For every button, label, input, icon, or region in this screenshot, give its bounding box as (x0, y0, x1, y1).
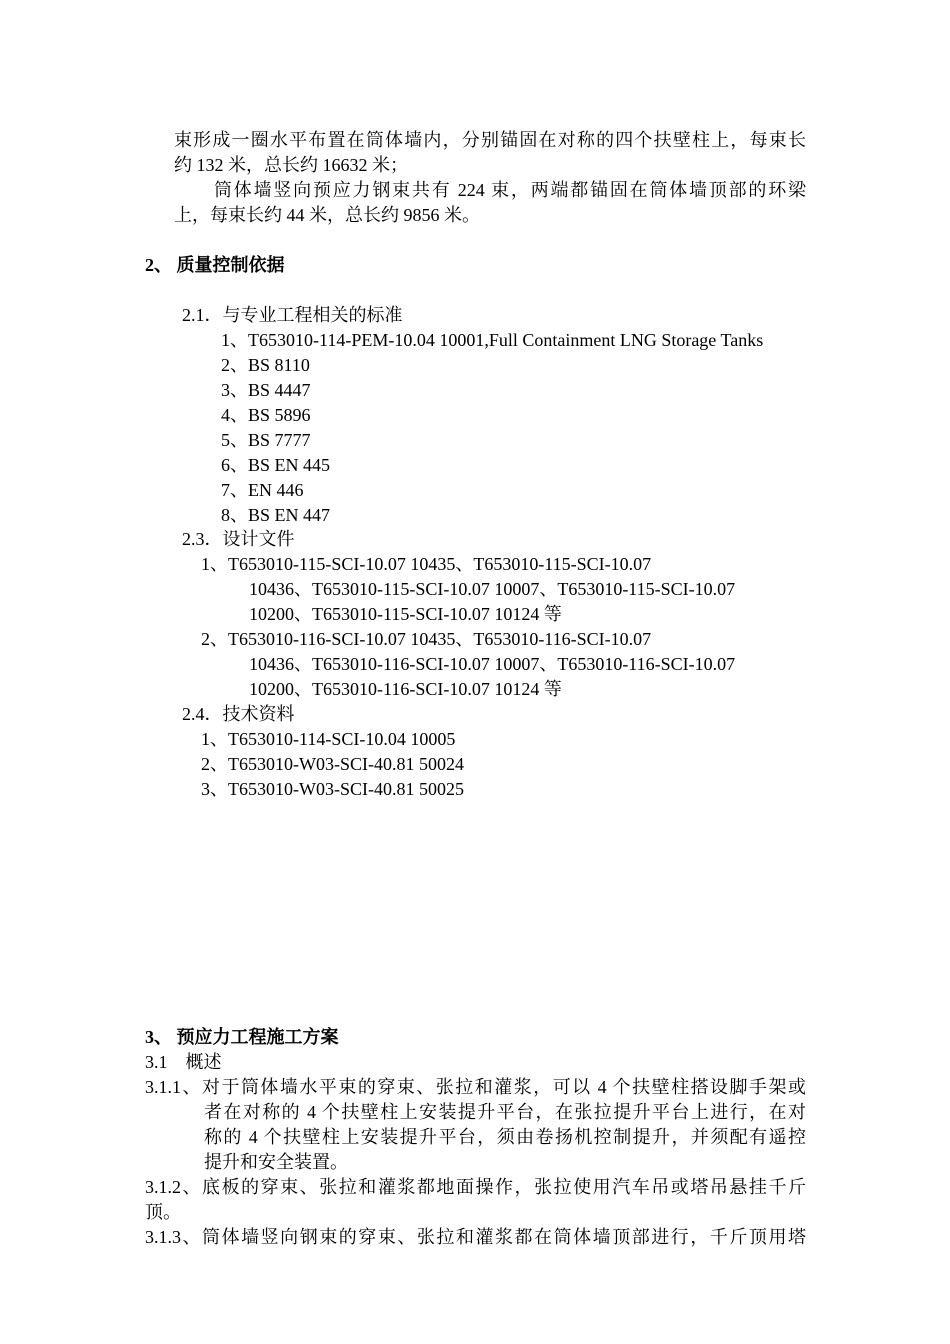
subsection-2-4-title: 2.4．技术资料 (182, 704, 295, 724)
intro-p1-line1: 束形成一圈水平布置在筒体墙内，分别锚固在对称的四个扶壁柱上，每束长 (174, 130, 806, 150)
tech-doc-item: 3、T653010-W03-SCI-40.81 50025 (201, 779, 464, 799)
para-3-1-1-line3: 称的 4 个扶壁柱上安装提升平台，须由卷扬机控制提升，并须配有遥控 (204, 1127, 806, 1147)
standard-item: 3、BS 4447 (221, 380, 311, 400)
standard-item: 8、BS EN 447 (221, 505, 331, 525)
design-doc-item-1-line1: 1、T653010-115-SCI-10.07 10435、T653010-115-SCI-10.07 (201, 554, 652, 574)
standard-item: 7、EN 446 (221, 480, 304, 500)
intro-p2-line2: 上，每束长约 44 米，总长约 9856 米。 (174, 205, 480, 225)
design-doc-item-1-line3: 10200、T653010-115-SCI-10.07 10124 等 (249, 604, 562, 624)
para-3-1-1-line2: 者在对称的 4 个扶壁柱上安装提升平台，在张拉提升平台上进行，在对 (204, 1102, 806, 1122)
section-2-heading: 2、 质量控制依据 (145, 255, 285, 275)
subsection-2-1-title: 2.1．与专业工程相关的标准 (182, 305, 403, 325)
design-doc-item-1-line2: 10436、T653010-115-SCI-10.07 10007、T653010-115-SCI-10.07 (249, 579, 736, 599)
para-3-1-3-line1: 3.1.3、筒体墙竖向钢束的穿束、张拉和灌浆都在筒体墙顶部进行，千斤顶用塔 (145, 1227, 806, 1247)
subsection-3-1-title: 3.1 概述 (145, 1052, 222, 1072)
para-3-1-1-line1: 3.1.1、对于筒体墙水平束的穿束、张拉和灌浆，可以 4 个扶壁柱搭设脚手架或 (145, 1077, 806, 1097)
standard-item: 1、T653010-114-PEM-10.04 10001,Full Containment LNG Storage Tanks (221, 330, 764, 350)
design-doc-item-2-line2: 10436、T653010-116-SCI-10.07 10007、T653010-116-SCI-10.07 (249, 654, 736, 674)
tech-doc-item: 1、T653010-114-SCI-10.04 10005 (201, 729, 456, 749)
para-3-1-2-line2: 顶。 (145, 1202, 181, 1222)
subsection-2-3-title: 2.3．设计文件 (182, 529, 295, 549)
design-doc-item-2-line3: 10200、T653010-116-SCI-10.07 10124 等 (249, 679, 562, 699)
tech-doc-item: 2、T653010-W03-SCI-40.81 50024 (201, 754, 464, 774)
para-3-1-2-line1: 3.1.2、底板的穿束、张拉和灌浆都地面操作，张拉使用汽车吊或塔吊悬挂千斤 (145, 1177, 806, 1197)
standard-item: 5、BS 7777 (221, 430, 311, 450)
para-3-1-1-line4: 提升和安全装置。 (204, 1152, 348, 1172)
section-3-heading: 3、 预应力工程施工方案 (145, 1027, 339, 1047)
standard-item: 2、BS 8110 (221, 355, 310, 375)
design-doc-item-2-line1: 2、T653010-116-SCI-10.07 10435、T653010-116-SCI-10.07 (201, 629, 652, 649)
intro-p2-line1: 筒体墙竖向预应力钢束共有 224 束，两端都锚固在筒体墙顶部的环梁 (214, 180, 806, 200)
intro-p1-line2: 约 132 米，总长约 16632 米； (174, 155, 408, 175)
standard-item: 4、BS 5896 (221, 405, 311, 425)
standard-item: 6、BS EN 445 (221, 455, 331, 475)
